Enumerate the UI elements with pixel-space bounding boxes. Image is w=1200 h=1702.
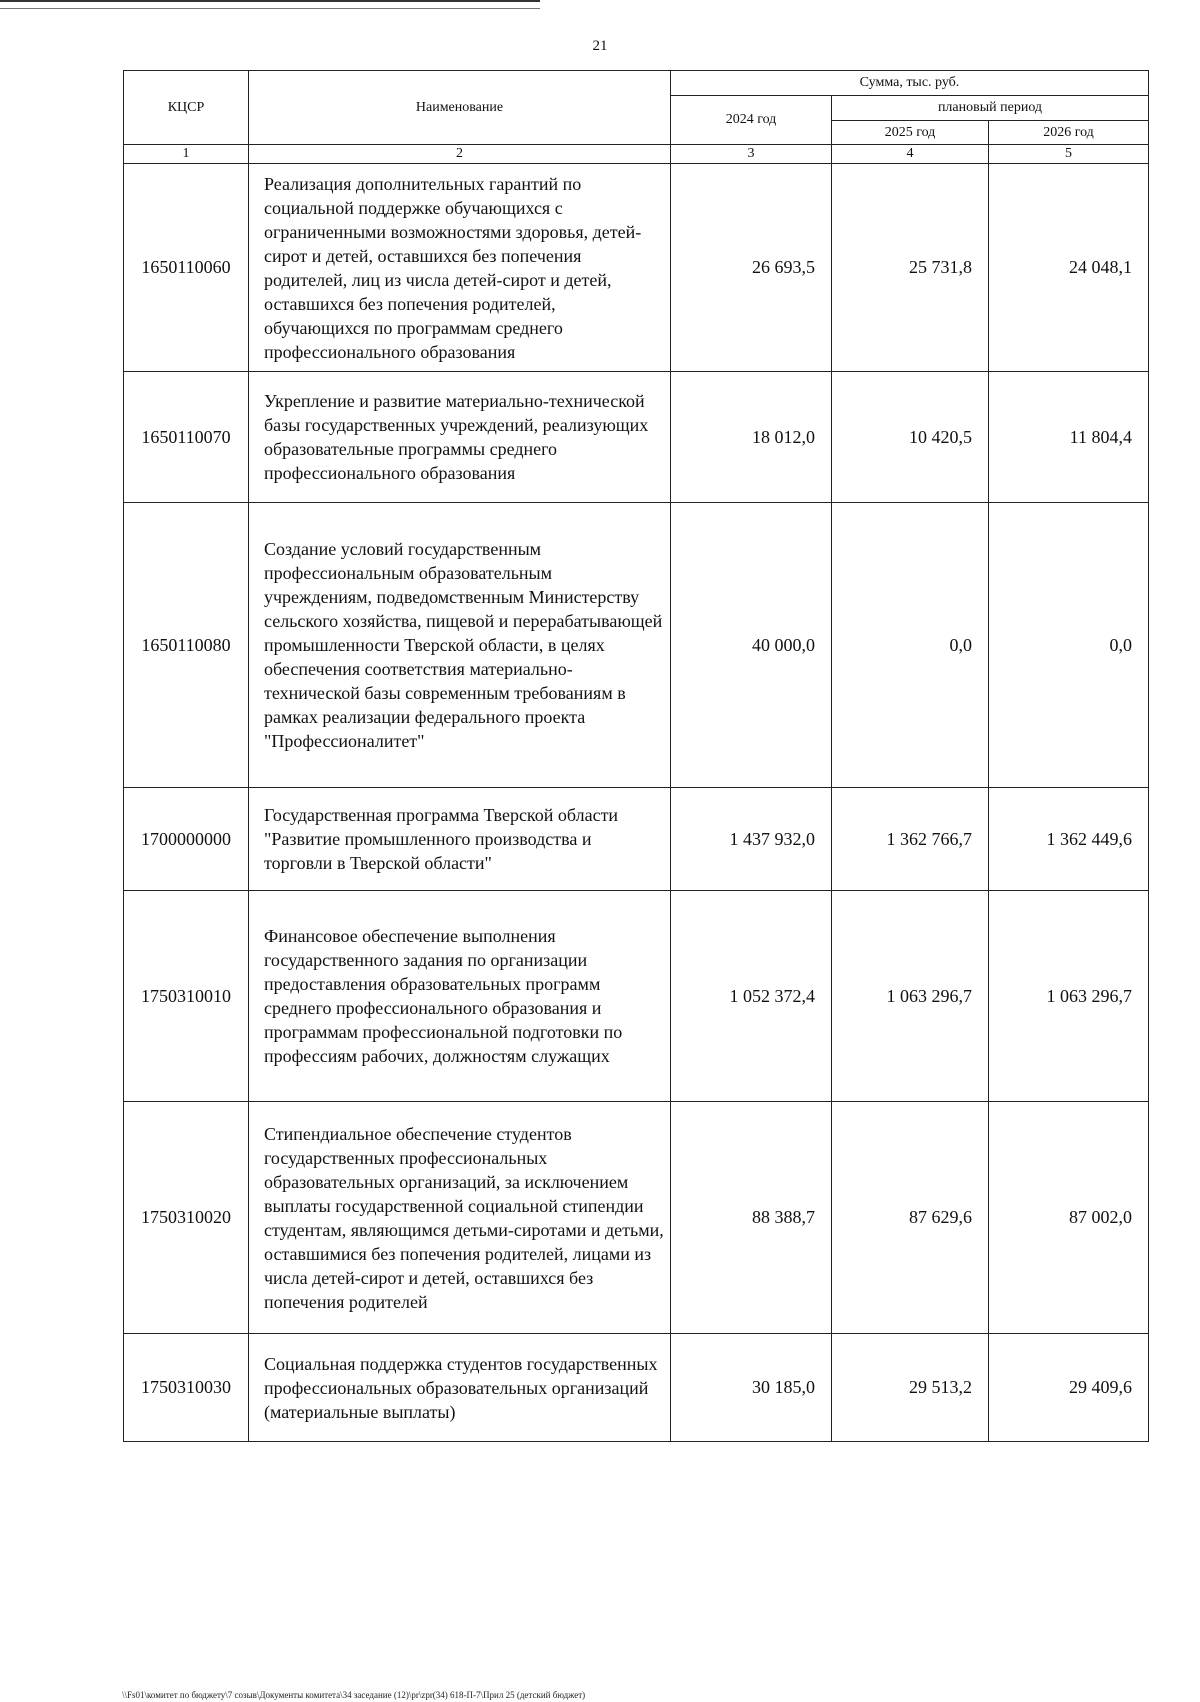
top-rule-thin — [0, 8, 540, 9]
file-path-footer: \\Fs01\комитет по бюджету\7 созыв\Документы комитета\34 заседание (12)\pr\zpr(34) 618-П-7\Прил 25 (детский бюджет) — [122, 1690, 586, 1700]
row-name: Реализация дополнительных гарантий по социальной поддержке обучающихся с ограниченными возможностями здоровья, детей-сирот и детей, оставшихся без попечения родителей, лиц из числа детей-сирот и детей, оставшихся без попечения родителей, обучающихся по программам среднего профессионального образования — [249, 164, 671, 372]
row-name: Стипендиальное обеспечение студентов государственных профессиональных образовательных организаций, за исключением выплаты государственной социальной стипендии студентам, являющимся детьми-сиротами и детьми, оставшимися без попечения родителей, лицами из числа детей-сирот и детей, оставшихся без попечения родителей — [249, 1102, 671, 1334]
header-year-2025: 2025 год — [832, 121, 989, 145]
row-amount-2026: 11 804,4 — [989, 372, 1149, 503]
row-amount-2025: 1 362 766,7 — [832, 788, 989, 891]
row-amount-2026: 1 063 296,7 — [989, 891, 1149, 1102]
header-code: КЦСР — [124, 71, 249, 145]
header-name: Наименование — [249, 71, 671, 145]
row-amount-2025: 29 513,2 — [832, 1334, 989, 1442]
row-amount-2025: 0,0 — [832, 503, 989, 788]
table-row — [124, 164, 1149, 372]
row-code: 1650110080 — [124, 503, 249, 788]
row-amount-2025: 10 420,5 — [832, 372, 989, 503]
row-code: 1750310010 — [124, 891, 249, 1102]
col-number: 2 — [249, 145, 671, 164]
row-name: Укрепление и развитие материально-технической базы государственных учреждений, реализующих образовательные программы среднего профессионального образования — [249, 372, 671, 503]
row-amount-2025: 1 063 296,7 — [832, 891, 989, 1102]
row-amount-2024: 30 185,0 — [671, 1334, 832, 1442]
row-amount-2024: 40 000,0 — [671, 503, 832, 788]
row-code: 1650110070 — [124, 372, 249, 503]
col-number: 4 — [832, 145, 989, 164]
row-amount-2024: 1 437 932,0 — [671, 788, 832, 891]
row-code: 1750310020 — [124, 1102, 249, 1334]
row-amount-2026: 29 409,6 — [989, 1334, 1149, 1442]
row-amount-2026: 87 002,0 — [989, 1102, 1149, 1334]
row-name: Финансовое обеспечение выполнения государственного задания по организации предоставления образовательных программ среднего профессионального образования и программам профессиональной подготовки по профессиям рабочих, должностям служащих — [249, 891, 671, 1102]
top-rule — [0, 0, 540, 2]
header-planning-period: плановый период — [832, 96, 1149, 121]
budget-table — [123, 70, 1149, 1442]
col-number: 1 — [124, 145, 249, 164]
row-amount-2024: 88 388,7 — [671, 1102, 832, 1334]
col-number: 5 — [989, 145, 1149, 164]
row-amount-2024: 18 012,0 — [671, 372, 832, 503]
page-number: 21 — [592, 38, 608, 54]
header-amount-group: Сумма, тыс. руб. — [671, 71, 1149, 96]
row-name: Социальная поддержка студентов государственных профессиональных образовательных организаций (материальные выплаты) — [249, 1334, 671, 1442]
row-code: 1750310030 — [124, 1334, 249, 1442]
table-row — [124, 372, 1149, 503]
table-row — [124, 1102, 1149, 1334]
header-year-2024: 2024 год — [671, 96, 832, 145]
row-code: 1650110060 — [124, 164, 249, 372]
header-year-2026: 2026 год — [989, 121, 1149, 145]
table-row — [124, 503, 1149, 788]
table-row — [124, 1334, 1149, 1442]
row-name: Государственная программа Тверской области "Развитие промышленного производства и торговли в Тверской области" — [249, 788, 671, 891]
row-amount-2026: 0,0 — [989, 503, 1149, 788]
row-name: Создание условий государственным профессиональным образовательным учреждениям, подведомственным Министерству сельского хозяйства, пищевой и перерабатывающей промышленности Тверской области, в целях обеспечения соответствия материально-технической базы современным требованиям в рамках реализации федерального проекта "Профессионалитет" — [249, 503, 671, 788]
row-amount-2026: 1 362 449,6 — [989, 788, 1149, 891]
table-row — [124, 891, 1149, 1102]
row-amount-2024: 26 693,5 — [671, 164, 832, 372]
row-amount-2025: 87 629,6 — [832, 1102, 989, 1334]
row-code: 1700000000 — [124, 788, 249, 891]
col-number: 3 — [671, 145, 832, 164]
row-amount-2024: 1 052 372,4 — [671, 891, 832, 1102]
table-row-program-total — [124, 788, 1149, 891]
row-amount-2025: 25 731,8 — [832, 164, 989, 372]
row-amount-2026: 24 048,1 — [989, 164, 1149, 372]
